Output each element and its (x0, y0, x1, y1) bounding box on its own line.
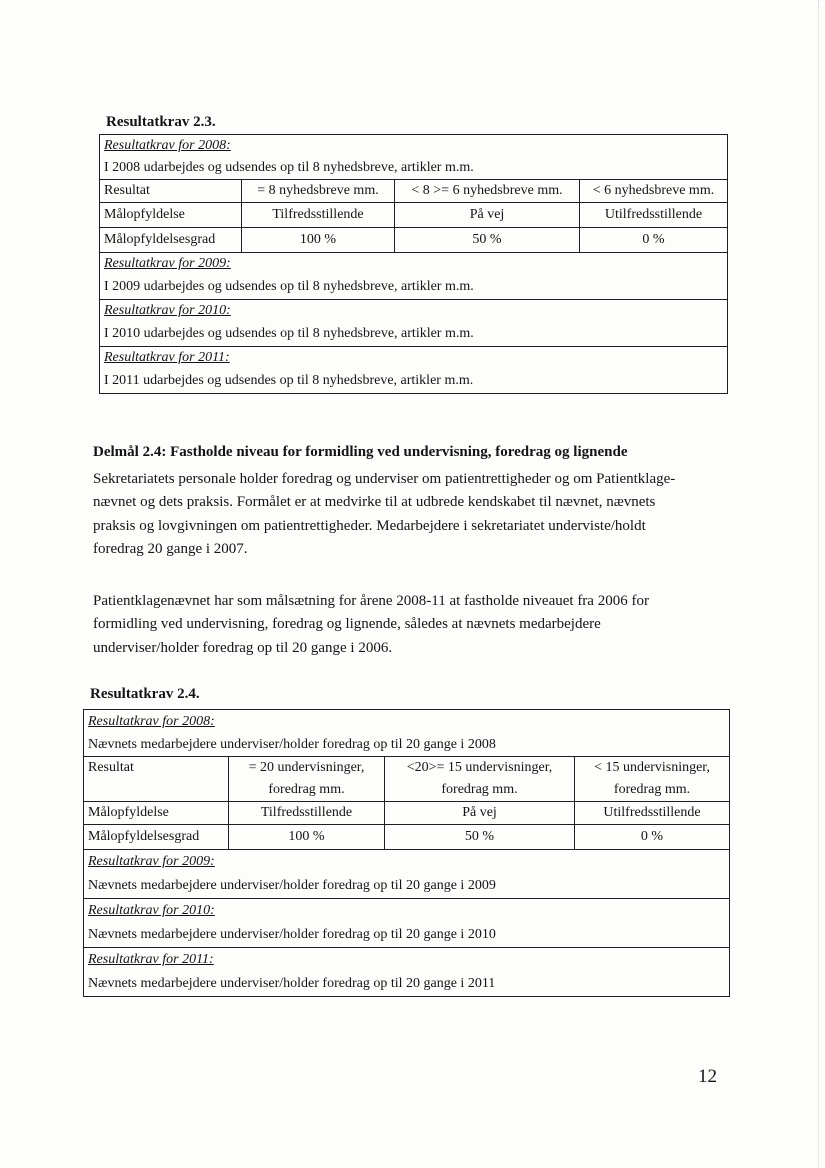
table-row (84, 825, 730, 850)
section-heading-2-4: Resultatkrav 2.4. (90, 686, 200, 702)
table-cell: Tilfredsstillende (229, 802, 385, 825)
year-text-2008: I 2008 udarbejdes og udsendes op til 8 nyhedsbreve, artikler m.m. (100, 157, 728, 180)
table-cell: <20>= 15 undervisninger, foredrag mm. (385, 757, 575, 802)
year-label-2011: Resultatkrav for 2011: (100, 347, 728, 370)
table-cell: < 8 >= 6 nyhedsbreve mm. (395, 180, 580, 203)
paragraph-line: foredrag 20 gange i 2007. (93, 541, 248, 558)
paragraph-line: nævnet og dets praksis. Formålet er at medvirke til at udbrede kendskabet til nævnet, nævnets (93, 494, 656, 511)
year-label-2008: Resultatkrav for 2008: (84, 710, 730, 735)
table-row (84, 802, 730, 825)
paragraph-1 (93, 468, 733, 562)
scan-edge-line (818, 0, 819, 1168)
table-cell: På vej (385, 802, 575, 825)
year-label-2009: Resultatkrav for 2009: (84, 850, 730, 875)
paragraph-2 (93, 590, 733, 660)
row-label-resultat: Resultat (100, 180, 242, 203)
row-label-malopfyldelse: Målopfyldelse (100, 203, 242, 228)
table-row (84, 757, 730, 802)
year-label-2010: Resultatkrav for 2010: (84, 899, 730, 924)
year-text-2010: Nævnets medarbejdere underviser/holder foredrag op til 20 gange i 2010 (84, 923, 730, 948)
paragraph-line: Sekretariatets personale holder foredrag og underviser om patientrettigheder og om Patientklage- (93, 471, 676, 487)
year-text-2010: I 2010 udarbejdes og udsendes op til 8 nyhedsbreve, artikler m.m. (100, 322, 728, 347)
row-label-malopfyldelse: Målopfyldelse (84, 802, 229, 825)
table-cell: 0 % (575, 825, 730, 850)
year-label-2008: Resultatkrav for 2008: (100, 135, 728, 158)
table-row (100, 228, 728, 253)
table-cell: = 20 undervisninger, foredrag mm. (229, 757, 385, 802)
subgoal-heading (93, 444, 627, 461)
table-cell: 50 % (385, 825, 575, 850)
table-cell: Tilfredsstillende (242, 203, 395, 228)
year-text-2011: Nævnets medarbejdere underviser/holder foredrag op til 20 gange i 2011 (84, 972, 730, 997)
table-cell: Utilfredsstillende (580, 203, 728, 228)
table-cell: 100 % (242, 228, 395, 253)
table-cell: < 6 nyhedsbreve mm. (580, 180, 728, 203)
table-cell: 0 % (580, 228, 728, 253)
table-row (100, 203, 728, 228)
year-label-2009: Resultatkrav for 2009: (100, 253, 728, 276)
year-label-2010: Resultatkrav for 2010: (100, 300, 728, 323)
year-text-2009: I 2009 udarbejdes og udsendes op til 8 nyhedsbreve, artikler m.m. (100, 275, 728, 300)
year-text-2011: I 2011 udarbejdes og udsendes op til 8 nyhedsbreve, artikler m.m. (100, 369, 728, 394)
row-label-resultat: Resultat (84, 757, 229, 802)
paragraph-line: underviser/holder foredrag op til 20 gange i 2006. (93, 639, 393, 656)
result-table-2-3 (99, 134, 728, 394)
table-cell: 100 % (229, 825, 385, 850)
paragraph-line: formidling ved undervisning, foredrag og lignende, således at nævnets medarbejdere (93, 616, 601, 633)
table-cell: På vej (395, 203, 580, 228)
page-number: 12 (698, 1066, 717, 1087)
row-label-malopfyldelsesgrad: Målopfyldelsesgrad (84, 825, 229, 850)
table-cell: Utilfredsstillende (575, 802, 730, 825)
row-label-malopfyldelsesgrad: Målopfyldelsesgrad (100, 228, 242, 253)
table-cell: = 8 nyhedsbreve mm. (242, 180, 395, 203)
table-cell: 50 % (395, 228, 580, 253)
year-label-2011: Resultatkrav for 2011: (84, 948, 730, 973)
subgoal-heading-title: Fastholde niveau for formidling ved undervisning, foredrag og lignende (166, 444, 628, 460)
result-table-2-4 (83, 709, 730, 997)
year-text-2009: Nævnets medarbejdere underviser/holder foredrag op til 20 gange i 2009 (84, 874, 730, 899)
table-row (100, 180, 728, 203)
subgoal-heading-number: Delmål 2.4: (93, 444, 167, 460)
paragraph-line: Patientklagenævnet har som målsætning for årene 2008-11 at fastholde niveauet fra 2006 for (93, 593, 649, 609)
section-heading-2-3: Resultatkrav 2.3. (106, 114, 216, 130)
paragraph-line: praksis og lovgivningen om patientrettigheder. Medarbejdere i sekretariatet underviste/holdt (93, 517, 646, 534)
year-text-2008: Nævnets medarbejdere underviser/holder foredrag op til 20 gange i 2008 (84, 734, 730, 757)
table-cell: < 15 undervisninger, foredrag mm. (575, 757, 730, 802)
